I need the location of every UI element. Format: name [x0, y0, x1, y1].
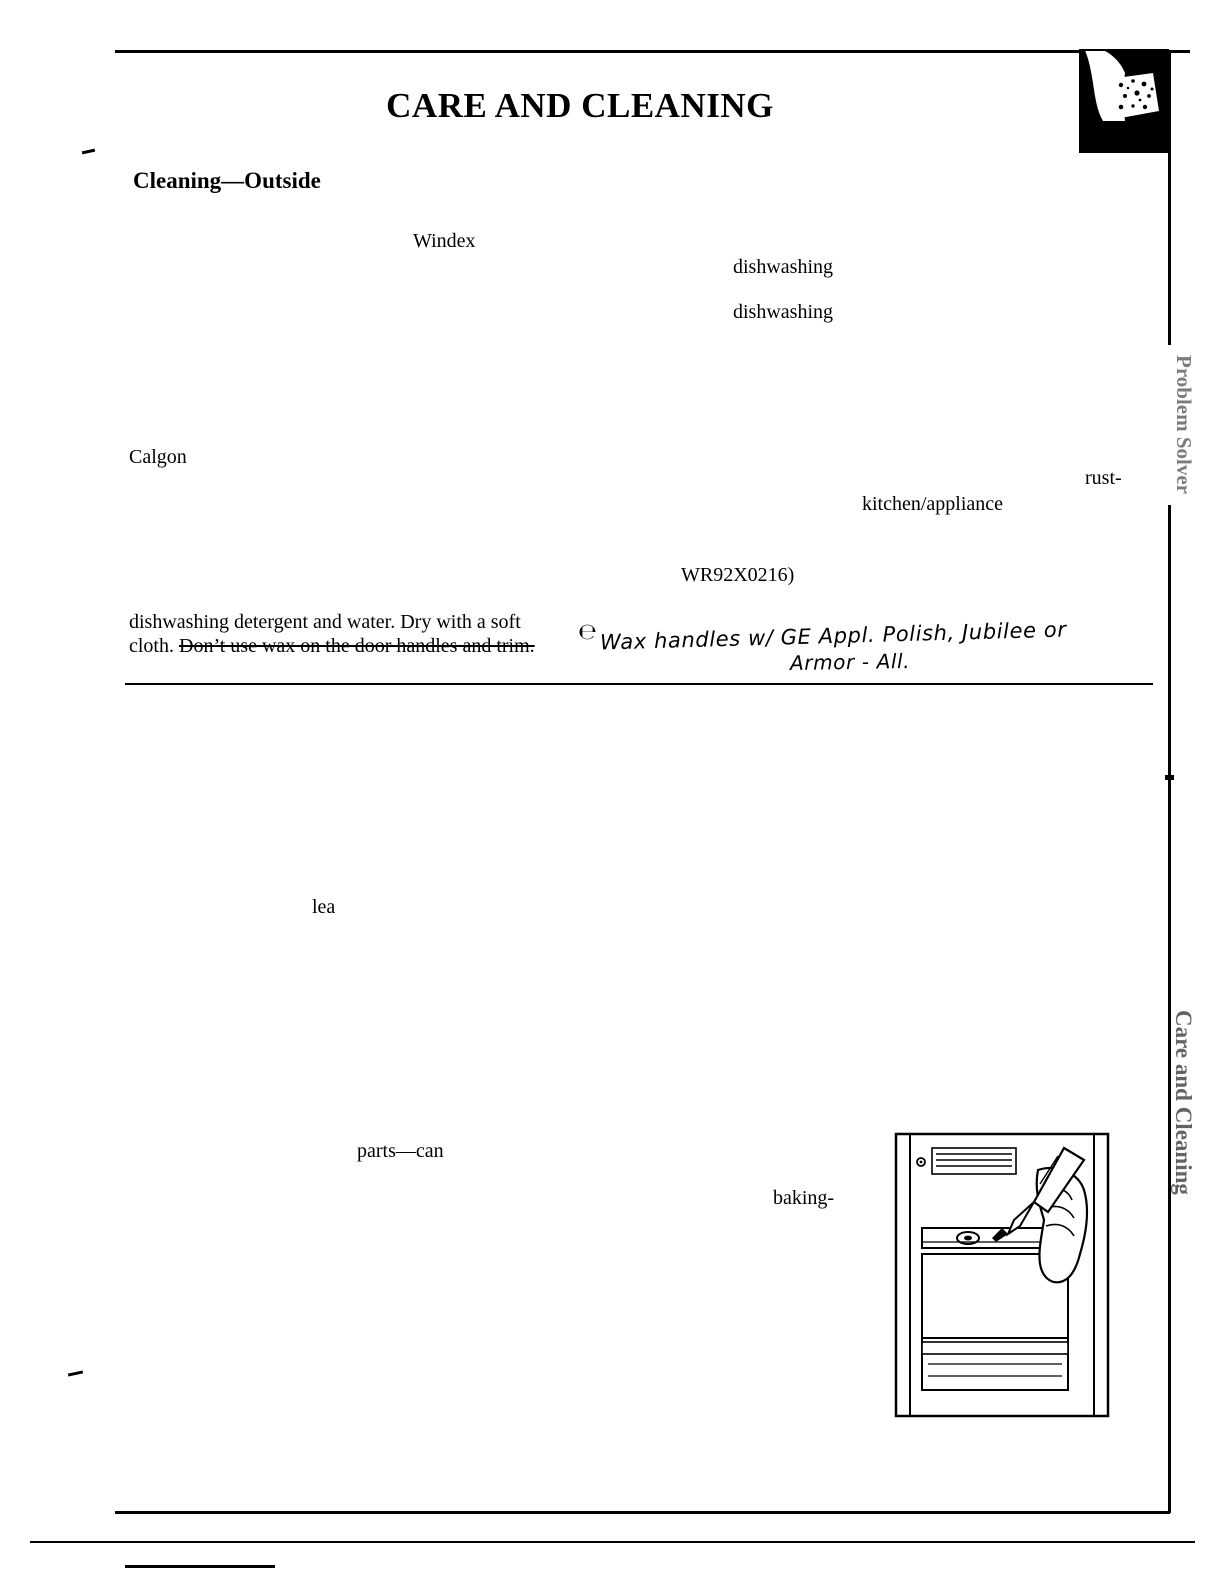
text-fragment-parts-can: parts—can [357, 1140, 444, 1162]
scan-artifact-mark-top [82, 149, 95, 155]
text-fragment-baking: baking- [773, 1187, 835, 1209]
side-tab-divider [1165, 775, 1174, 780]
text-fragment-least: lea [312, 896, 336, 918]
text-fragment-calgon: Calgon [129, 446, 187, 468]
section-divider-rule [125, 683, 1153, 685]
page-top-rule [115, 50, 1190, 53]
page-title: CARE AND CLEANING [386, 86, 774, 125]
paragraph-line-1: dishwashing detergent and water. Dry with a soft [129, 611, 521, 633]
paragraph-line-2-prefix: cloth. [129, 635, 179, 657]
page-right-rule [1168, 50, 1171, 1513]
scan-artifact-mark-bottom [68, 1370, 83, 1376]
care-instruction-paragraph [129, 610, 599, 658]
handwritten-note-line-1: Wax handles w/ GE Appl. Polish, Jubilee or [599, 617, 1067, 655]
text-fragment-windex: Windex [413, 230, 476, 252]
section-heading: Cleaning—Outside [133, 168, 321, 193]
text-fragment-rust: rust- [1085, 467, 1122, 489]
footer-rule [30, 1541, 1195, 1543]
side-tab-problem-solver: Problem Solver [1172, 355, 1196, 495]
text-fragment-part-number: WR92X0216) [681, 564, 795, 586]
text-fragment-dishwashing-1: dishwashing [733, 256, 833, 278]
oven-door-cleaning-illustration [888, 1130, 1113, 1420]
page-bottom-rule [115, 1511, 1170, 1514]
struck-out-sentence: Don’t use wax on the door handles and trim. [179, 635, 535, 657]
side-tab-care-and-cleaning: Care and Cleaning [1171, 1010, 1196, 1195]
paragraph-line-2 [129, 634, 599, 658]
footer-stub-rule [125, 1565, 275, 1568]
text-fragment-kitchen-appliance: kitchen/appliance [862, 493, 1004, 515]
handwritten-note-line-2: Armor - All. [789, 648, 911, 676]
text-fragment-dishwashing-2: dishwashing [733, 301, 833, 323]
handwritten-caret-mark: ℮ [578, 620, 597, 645]
